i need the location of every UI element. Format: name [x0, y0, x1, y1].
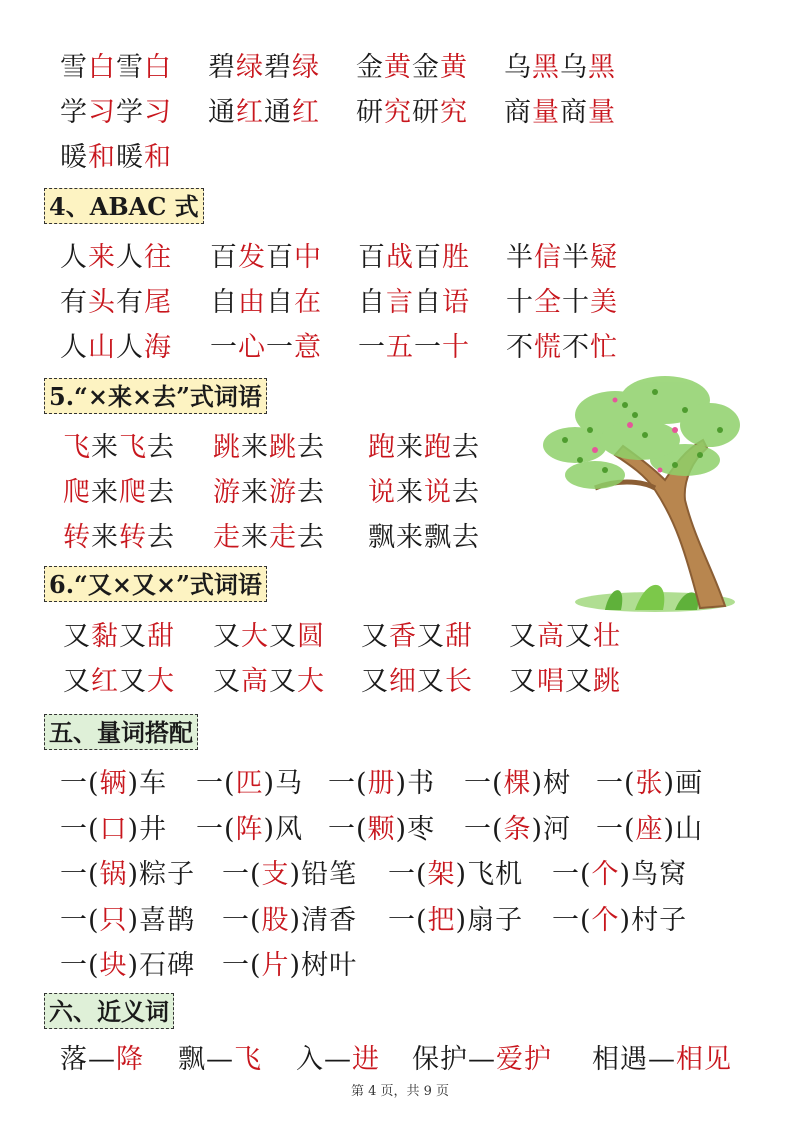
- highlighted-character: 来: [88, 242, 116, 273]
- character: 保护—: [412, 1044, 496, 1075]
- highlighted-character: 大: [241, 621, 269, 652]
- word-item: [506, 283, 618, 323]
- character: 不: [506, 332, 534, 363]
- highlighted-character: 细: [389, 666, 417, 697]
- character: )扇子: [455, 904, 524, 936]
- character: 一(: [60, 813, 100, 845]
- word-item: [464, 810, 571, 850]
- word-item: [464, 764, 571, 804]
- highlighted-character: 黄: [384, 52, 412, 83]
- word-item: [196, 764, 303, 804]
- character: 一(: [552, 904, 592, 936]
- character: 又: [269, 621, 297, 652]
- highlighted-character: 架: [427, 859, 456, 890]
- highlighted-character: 跳: [593, 666, 621, 697]
- character: )清香: [289, 904, 358, 936]
- character: 又: [269, 666, 297, 697]
- highlighted-character: 往: [144, 242, 172, 273]
- highlighted-character: 究: [440, 97, 468, 128]
- highlighted-character: 红: [236, 97, 264, 128]
- character: 去: [147, 432, 175, 463]
- highlighted-character: 跑: [368, 432, 396, 463]
- character: 去: [452, 477, 480, 508]
- word-item: [208, 48, 320, 88]
- highlighted-character: 个: [591, 859, 620, 890]
- word-item: [552, 901, 687, 941]
- character: 碧: [264, 52, 292, 83]
- word-item: [60, 810, 167, 850]
- word-item: [358, 283, 470, 323]
- highlighted-character: 甜: [445, 621, 473, 652]
- highlighted-character: 由: [238, 287, 266, 318]
- highlighted-character: 辆: [99, 768, 128, 799]
- word-item: [296, 1040, 380, 1080]
- character: 去: [297, 522, 325, 553]
- character: 一(: [328, 813, 368, 845]
- character: )河: [531, 813, 572, 845]
- character: 又: [361, 621, 389, 652]
- character: 一(: [60, 950, 100, 981]
- character: 金: [412, 52, 440, 83]
- highlighted-character: 把: [427, 904, 456, 936]
- word-item: [60, 1040, 144, 1080]
- character: 人: [60, 242, 88, 273]
- highlighted-character: 意: [294, 332, 322, 363]
- character: 又: [417, 621, 445, 652]
- character: 半: [562, 242, 590, 273]
- character: 一: [358, 332, 386, 363]
- character: 飘: [424, 522, 452, 553]
- highlighted-character: 走: [269, 522, 297, 553]
- highlighted-character: 阵: [235, 813, 264, 845]
- highlighted-character: 跳: [269, 432, 297, 463]
- highlighted-character: 黏: [91, 621, 119, 652]
- character: 自: [414, 287, 442, 318]
- word-item: [222, 855, 357, 895]
- highlighted-character: 在: [294, 287, 322, 318]
- word-item: [60, 138, 172, 178]
- character: )鸟窝: [619, 859, 688, 890]
- highlighted-character: 绿: [236, 52, 264, 83]
- character: )树: [531, 768, 572, 799]
- character: 人: [60, 332, 88, 363]
- highlighted-character: 颗: [367, 813, 396, 845]
- highlighted-character: 说: [424, 477, 452, 508]
- character: 去: [297, 432, 325, 463]
- character: 不: [562, 332, 590, 363]
- word-item: [60, 855, 195, 895]
- highlighted-character: 忙: [590, 332, 618, 363]
- word-item: [358, 238, 470, 278]
- character: 学: [60, 97, 88, 128]
- word-item: [213, 473, 325, 513]
- word-item: [328, 810, 435, 850]
- word-item: [60, 48, 172, 88]
- character: )飞机: [455, 859, 524, 890]
- word-item: [328, 764, 435, 804]
- highlighted-character: 只: [99, 904, 128, 936]
- character: 又: [119, 666, 147, 697]
- highlighted-character: 发: [238, 242, 266, 273]
- word-item: [358, 328, 470, 368]
- highlighted-character: 张: [635, 768, 664, 799]
- highlighted-character: 黑: [532, 52, 560, 83]
- character: 来: [396, 477, 424, 508]
- character: 暖: [116, 142, 144, 173]
- word-item: [596, 810, 703, 850]
- highlighted-character: 匹: [235, 768, 264, 799]
- character: 又: [213, 621, 241, 652]
- highlighted-character: 爬: [63, 477, 91, 508]
- character: )树叶: [289, 950, 358, 981]
- character: 学: [116, 97, 144, 128]
- character: 去: [452, 522, 480, 553]
- highlighted-character: 黄: [440, 52, 468, 83]
- highlighted-character: 言: [386, 287, 414, 318]
- highlighted-character: 心: [238, 332, 266, 363]
- character: 又: [565, 666, 593, 697]
- character: )村子: [619, 904, 688, 936]
- character: )石碑: [127, 950, 196, 981]
- character: 飘—: [178, 1044, 234, 1075]
- highlighted-character: 红: [91, 666, 119, 697]
- character: 十: [562, 287, 590, 318]
- word-item: [60, 328, 172, 368]
- character: 金: [356, 52, 384, 83]
- character: 人: [116, 332, 144, 363]
- character: 乌: [504, 52, 532, 83]
- character: 一(: [222, 904, 262, 936]
- character: 一(: [596, 813, 636, 845]
- character: 来: [91, 432, 119, 463]
- highlighted-character: 语: [442, 287, 470, 318]
- word-item: [596, 764, 703, 804]
- highlighted-character: 甜: [147, 621, 175, 652]
- highlighted-character: 股: [261, 904, 290, 936]
- word-item: [509, 617, 621, 657]
- word-item: [368, 428, 480, 468]
- word-item: [213, 662, 325, 702]
- character: )铅笔: [289, 859, 358, 890]
- highlighted-character: 头: [88, 287, 116, 318]
- character: 一(: [388, 904, 428, 936]
- character: )枣: [395, 813, 436, 845]
- highlighted-character: 唱: [537, 666, 565, 697]
- highlighted-character: 锅: [99, 859, 128, 890]
- character: 去: [147, 477, 175, 508]
- word-item: [506, 328, 618, 368]
- character: 来: [241, 522, 269, 553]
- word-item: [552, 855, 687, 895]
- highlighted-character: 高: [537, 621, 565, 652]
- highlighted-character: 和: [144, 142, 172, 173]
- measure-word-heading: 五、量词搭配: [44, 714, 198, 750]
- highlighted-character: 习: [88, 97, 116, 128]
- highlighted-character: 壮: [593, 621, 621, 652]
- character: 又: [63, 666, 91, 697]
- highlighted-character: 支: [261, 859, 290, 890]
- character: 一(: [388, 859, 428, 890]
- character: 来: [241, 432, 269, 463]
- highlighted-character: 棵: [503, 768, 532, 799]
- word-item: [412, 1040, 552, 1080]
- word-item: [509, 662, 621, 702]
- highlighted-character: 全: [534, 287, 562, 318]
- section-5-heading: 5.“×来×去”式词语: [44, 378, 267, 414]
- character: 入—: [296, 1044, 352, 1075]
- word-item: [388, 901, 523, 941]
- highlighted-character: 条: [503, 813, 532, 845]
- character: 又: [509, 666, 537, 697]
- character: 一(: [464, 813, 504, 845]
- word-item: [63, 473, 175, 513]
- word-item: [210, 283, 322, 323]
- character: 通: [208, 97, 236, 128]
- word-item: [361, 662, 473, 702]
- highlighted-character: 游: [213, 477, 241, 508]
- highlighted-character: 慌: [534, 332, 562, 363]
- character: 来: [91, 477, 119, 508]
- character: 又: [565, 621, 593, 652]
- highlighted-character: 册: [367, 768, 396, 799]
- highlighted-character: 量: [588, 97, 616, 128]
- character: 商: [504, 97, 532, 128]
- character: 百: [414, 242, 442, 273]
- word-item: [63, 428, 175, 468]
- section-4-heading: 4、ABAC 式: [44, 188, 204, 224]
- word-item: [60, 93, 172, 133]
- character: )山: [663, 813, 704, 845]
- character: 去: [147, 522, 175, 553]
- page-footer: 第 4 页，共 9 页: [350, 1084, 450, 1099]
- character: 人: [116, 242, 144, 273]
- character: 研: [412, 97, 440, 128]
- word-item: [63, 662, 175, 702]
- character: 百: [210, 242, 238, 273]
- character: 来: [91, 522, 119, 553]
- synonym-heading: 六、近义词: [44, 993, 174, 1029]
- character: 雪: [60, 52, 88, 83]
- highlighted-character: 中: [294, 242, 322, 273]
- highlighted-character: 山: [88, 332, 116, 363]
- highlighted-character: 进: [352, 1044, 380, 1075]
- highlighted-character: 绿: [292, 52, 320, 83]
- character: 又: [213, 666, 241, 697]
- word-item: [178, 1040, 262, 1080]
- highlighted-character: 美: [590, 287, 618, 318]
- character: 商: [560, 97, 588, 128]
- character: 一: [266, 332, 294, 363]
- word-item: [356, 93, 468, 133]
- character: 半: [506, 242, 534, 273]
- highlighted-character: 块: [99, 950, 128, 981]
- word-item: [208, 93, 320, 133]
- highlighted-character: 香: [389, 621, 417, 652]
- word-item: [504, 93, 616, 133]
- character: 一(: [464, 768, 504, 799]
- highlighted-character: 飞: [234, 1044, 262, 1075]
- character: 来: [396, 432, 424, 463]
- word-item: [361, 617, 473, 657]
- character: )风: [263, 813, 304, 845]
- character: 自: [266, 287, 294, 318]
- character: 一(: [596, 768, 636, 799]
- character: 又: [63, 621, 91, 652]
- word-item: [213, 518, 325, 558]
- character: )画: [663, 768, 704, 799]
- character: 通: [264, 97, 292, 128]
- word-item: [213, 428, 325, 468]
- character: )车: [127, 768, 168, 799]
- character: 来: [396, 522, 424, 553]
- highlighted-character: 和: [88, 142, 116, 173]
- word-item: [210, 328, 322, 368]
- character: 一(: [328, 768, 368, 799]
- character: 暖: [60, 142, 88, 173]
- character: 自: [358, 287, 386, 318]
- character: 一(: [60, 859, 100, 890]
- highlighted-character: 疑: [590, 242, 618, 273]
- character: 雪: [116, 52, 144, 83]
- character: )书: [395, 768, 436, 799]
- character: 又: [509, 621, 537, 652]
- highlighted-character: 座: [635, 813, 664, 845]
- highlighted-character: 爬: [119, 477, 147, 508]
- highlighted-character: 片: [261, 950, 290, 981]
- word-item: [196, 810, 303, 850]
- word-item: [63, 518, 175, 558]
- highlighted-character: 大: [147, 666, 175, 697]
- word-item: [388, 855, 523, 895]
- character: 十: [506, 287, 534, 318]
- highlighted-character: 尾: [144, 287, 172, 318]
- character: 有: [60, 287, 88, 318]
- highlighted-character: 海: [144, 332, 172, 363]
- word-item: [210, 238, 322, 278]
- word-item: [592, 1040, 732, 1080]
- character: 落—: [60, 1044, 116, 1075]
- character: 百: [358, 242, 386, 273]
- character: 一(: [222, 859, 262, 890]
- section-6-heading: 6.“又×又×”式词语: [44, 566, 267, 602]
- character: 去: [297, 477, 325, 508]
- highlighted-character: 爱护: [496, 1044, 552, 1075]
- highlighted-character: 说: [368, 477, 396, 508]
- character: 研: [356, 97, 384, 128]
- character: )井: [127, 813, 168, 845]
- character: 一: [414, 332, 442, 363]
- highlighted-character: 白: [88, 52, 116, 83]
- character: 一(: [60, 904, 100, 936]
- highlighted-character: 高: [241, 666, 269, 697]
- word-item: [504, 48, 616, 88]
- word-item: [368, 518, 480, 558]
- highlighted-character: 胜: [442, 242, 470, 273]
- word-item: [60, 946, 195, 986]
- tree-illustration: [535, 370, 745, 620]
- word-item: [60, 764, 167, 804]
- word-item: [63, 617, 175, 657]
- character: 一(: [196, 813, 236, 845]
- highlighted-character: 跑: [424, 432, 452, 463]
- highlighted-character: 究: [384, 97, 412, 128]
- highlighted-character: 转: [119, 522, 147, 553]
- character: 百: [266, 242, 294, 273]
- word-item: [222, 901, 357, 941]
- word-item: [60, 238, 172, 278]
- highlighted-character: 口: [99, 813, 128, 845]
- highlighted-character: 走: [213, 522, 241, 553]
- character: 一(: [222, 950, 262, 981]
- highlighted-character: 转: [63, 522, 91, 553]
- character: )粽子: [127, 859, 196, 890]
- character: 乌: [560, 52, 588, 83]
- word-item: [506, 238, 618, 278]
- character: 有: [116, 287, 144, 318]
- character: )喜鹊: [127, 904, 196, 936]
- highlighted-character: 白: [144, 52, 172, 83]
- word-item: [368, 473, 480, 513]
- character: 又: [417, 666, 445, 697]
- character: 一(: [196, 768, 236, 799]
- highlighted-character: 黑: [588, 52, 616, 83]
- highlighted-character: 量: [532, 97, 560, 128]
- character: 又: [119, 621, 147, 652]
- highlighted-character: 游: [269, 477, 297, 508]
- character: 自: [210, 287, 238, 318]
- character: 碧: [208, 52, 236, 83]
- highlighted-character: 飞: [119, 432, 147, 463]
- character: 一: [210, 332, 238, 363]
- highlighted-character: 十: [442, 332, 470, 363]
- word-item: [60, 901, 195, 941]
- highlighted-character: 圆: [297, 621, 325, 652]
- character: 又: [361, 666, 389, 697]
- highlighted-character: 跳: [213, 432, 241, 463]
- highlighted-character: 大: [297, 666, 325, 697]
- highlighted-character: 信: [534, 242, 562, 273]
- word-item: [222, 946, 357, 986]
- highlighted-character: 五: [386, 332, 414, 363]
- highlighted-character: 降: [116, 1044, 144, 1075]
- word-item: [356, 48, 468, 88]
- highlighted-character: 飞: [63, 432, 91, 463]
- character: 一(: [60, 768, 100, 799]
- character: 相遇—: [592, 1044, 676, 1075]
- highlighted-character: 个: [591, 904, 620, 936]
- character: 飘: [368, 522, 396, 553]
- word-item: [60, 283, 172, 323]
- word-item: [213, 617, 325, 657]
- highlighted-character: 长: [445, 666, 473, 697]
- highlighted-character: 相见: [676, 1044, 732, 1075]
- highlighted-character: 习: [144, 97, 172, 128]
- character: )马: [263, 768, 304, 799]
- highlighted-character: 红: [292, 97, 320, 128]
- character: 去: [452, 432, 480, 463]
- highlighted-character: 战: [386, 242, 414, 273]
- character: 来: [241, 477, 269, 508]
- character: 一(: [552, 859, 592, 890]
